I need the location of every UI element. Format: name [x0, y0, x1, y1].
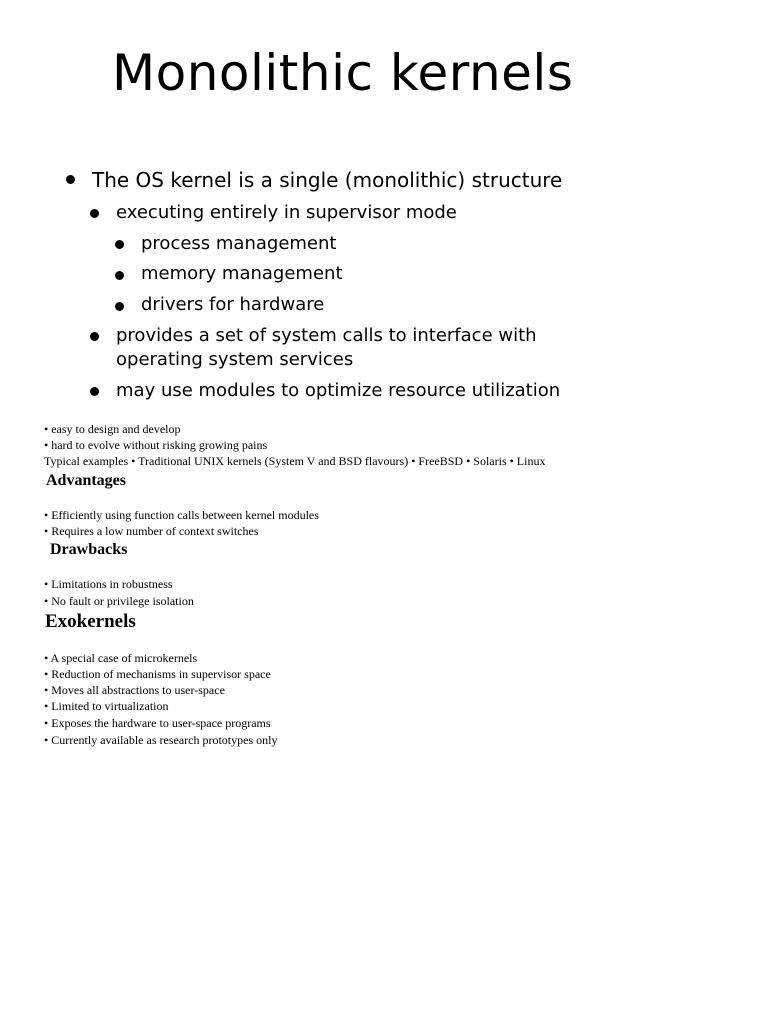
note-line: • A special case of microkernels: [44, 651, 198, 665]
bullet-dot-level3: [115, 302, 124, 311]
bullet-dot-level2: [90, 332, 99, 341]
note-line: • No fault or privilege isolation: [44, 594, 194, 608]
note-line: • Currently available as research prototypes only: [44, 733, 278, 747]
note-line: • easy to design and develop: [44, 422, 181, 436]
note-line: • hard to evolve without risking growing pains: [44, 438, 268, 452]
bullet-drivers: drivers for hardware: [141, 294, 325, 315]
bullet-memory-management: memory management: [141, 263, 343, 284]
bullet-supervisor-mode: executing entirely in supervisor mode: [116, 202, 457, 223]
bullet-dot-level2: [90, 387, 99, 396]
note-line: • Efficiently using function calls between kernel modules: [44, 508, 319, 522]
drawbacks-heading: Drawbacks: [50, 541, 128, 558]
note-line: • Moves all abstractions to user-space: [44, 683, 225, 697]
note-line: • Reduction of mechanisms in supervisor space: [44, 667, 271, 681]
note-line: • Requires a low number of context switches: [44, 524, 259, 538]
note-line: • Limited to virtualization: [44, 699, 169, 713]
bullet-process-management: process management: [141, 233, 337, 254]
advantages-heading: Advantages: [46, 472, 127, 489]
bullet-kernel-structure: The OS kernel is a single (monolithic) structure: [92, 168, 563, 192]
bullet-dot-level3: [115, 271, 124, 280]
bullet-dot-level1: [66, 175, 75, 184]
slide-title: Monolithic kernels: [112, 44, 574, 102]
note-line: • Limitations in robustness: [44, 577, 173, 591]
bullet-dot-level3: [115, 240, 124, 249]
bullet-dot-level2: [90, 209, 99, 218]
bullet-system-calls-line2: operating system services: [116, 349, 354, 370]
exokernels-heading: Exokernels: [45, 611, 136, 632]
note-line: • Exposes the hardware to user-space programs: [44, 716, 271, 730]
bullet-modules: may use modules to optimize resource utilization: [116, 380, 561, 401]
note-line: Typical examples • Traditional UNIX kernels (System V and BSD flavours) • FreeBSD • Solaris • Linux: [44, 454, 546, 468]
bullet-system-calls-line1: provides a set of system calls to interface with: [116, 325, 537, 346]
